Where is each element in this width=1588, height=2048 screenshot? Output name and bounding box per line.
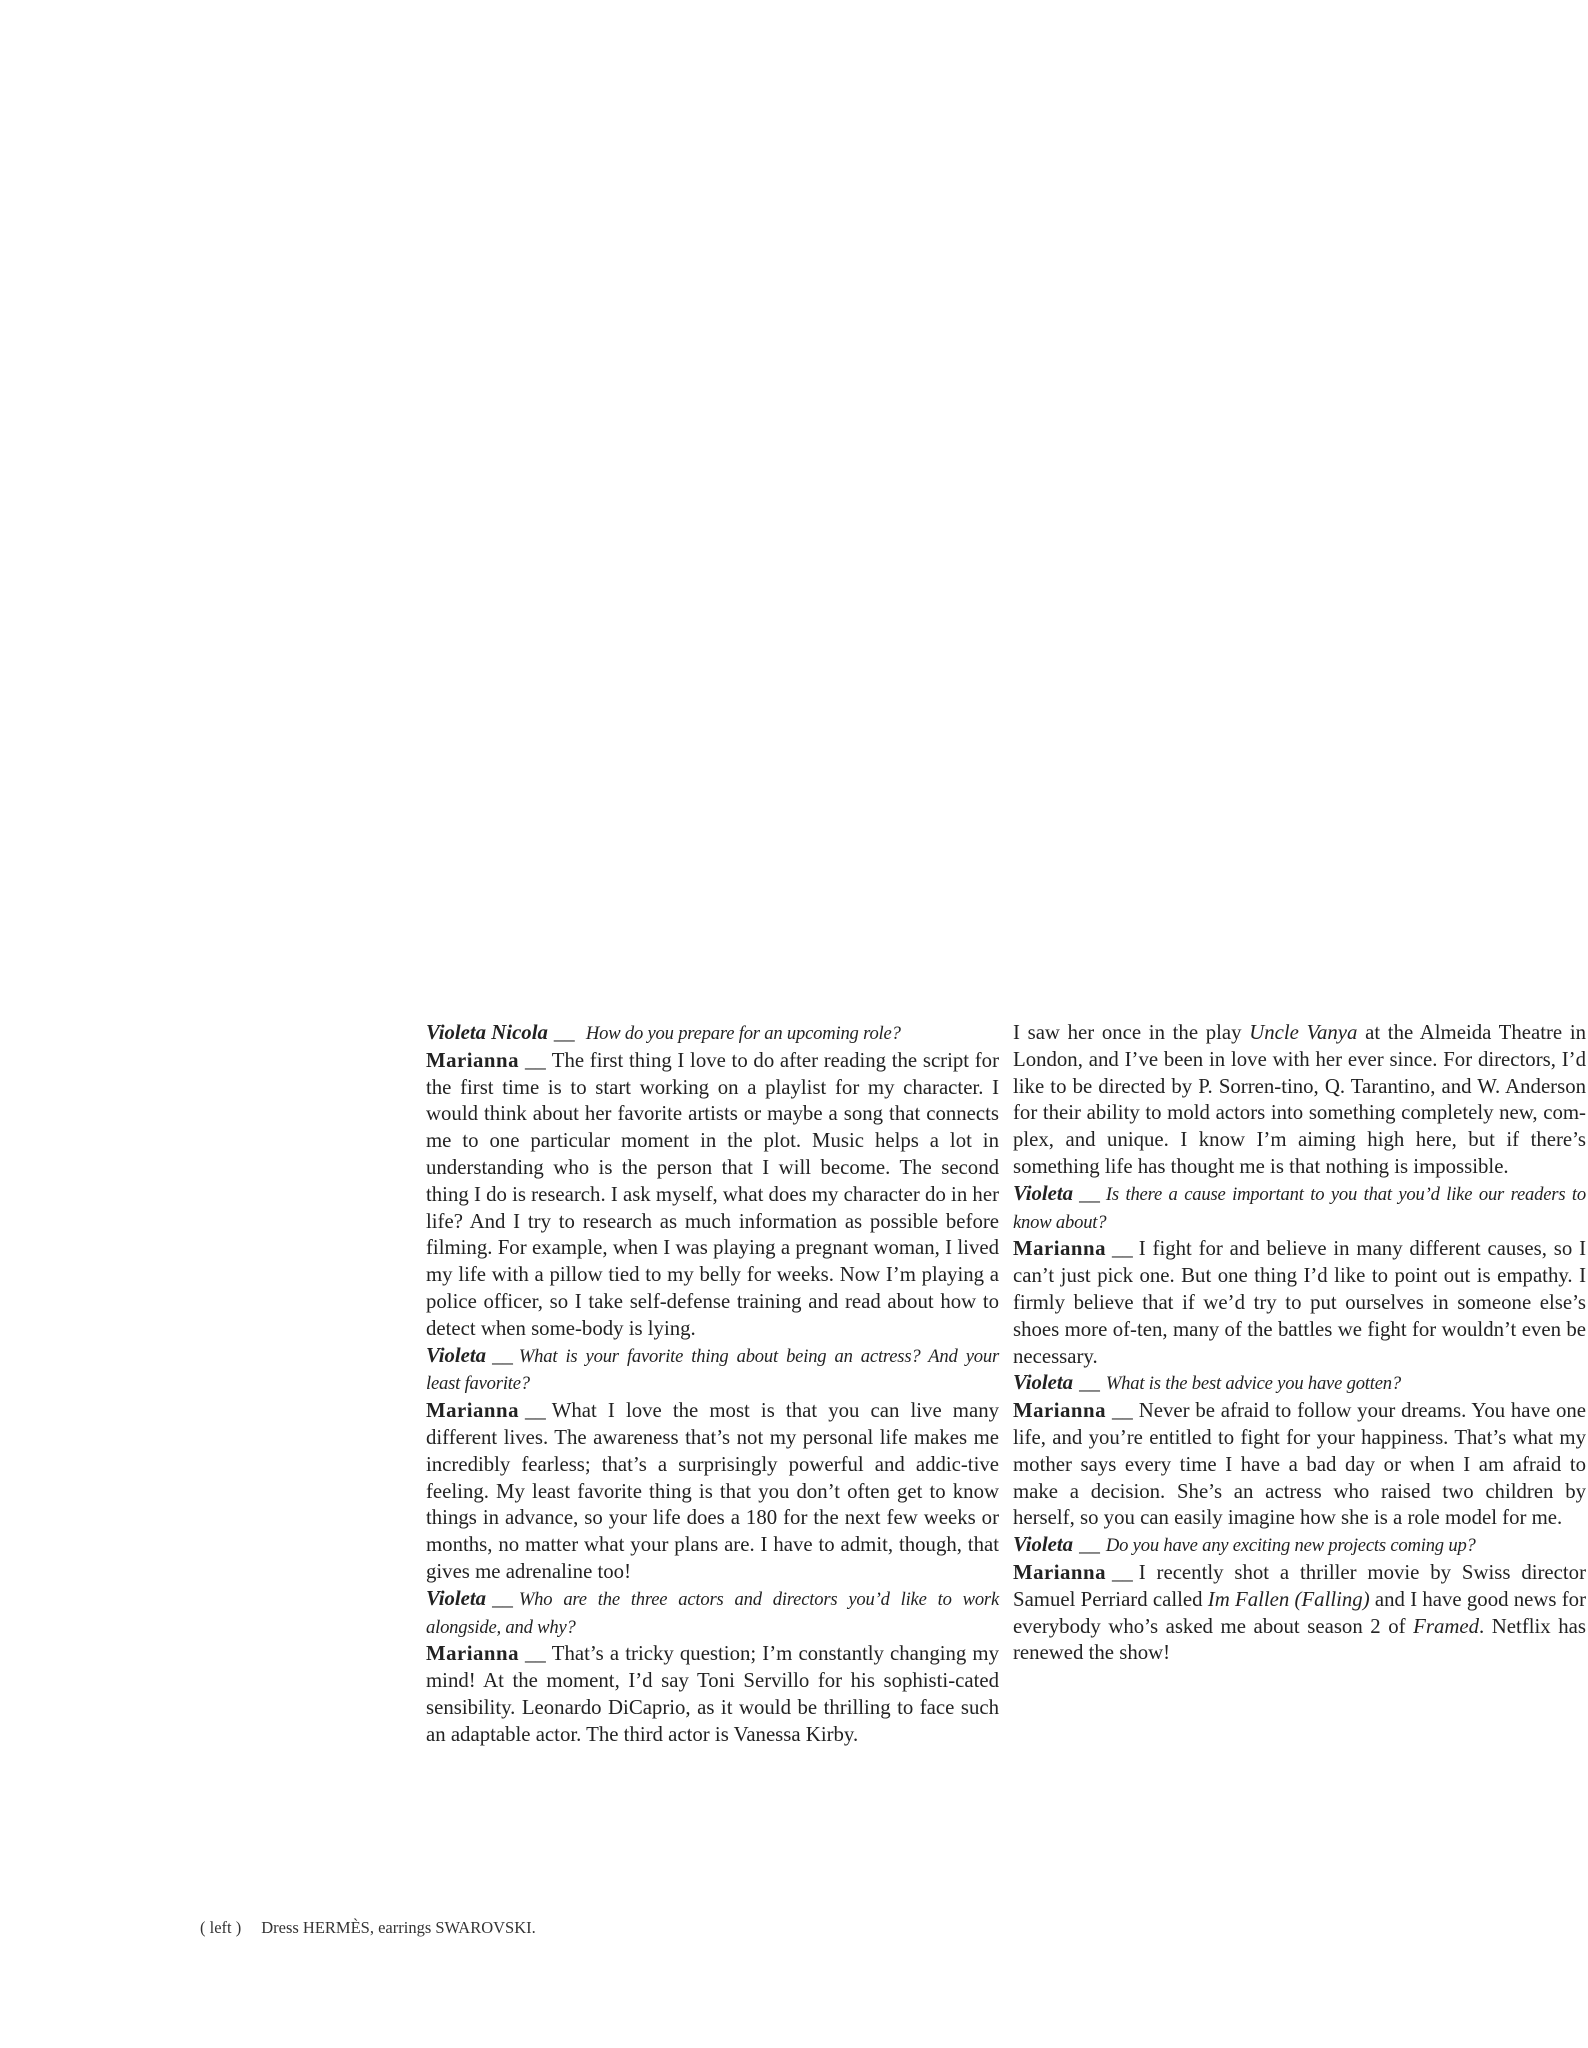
answer-text: at the Almeida Theatre in London, and I’ve been in love with her ever since. For directors, I’d like to be directed by P. Sorren-tino, Q. Tarantino, and W. Anderson for their ability to mold actors into something completely new, com-plex, and unique. I know I’m aiming high here, but if there’s something life has thought me is that nothing is impossible. xyxy=(1013,1021,1587,1178)
separator: __ xyxy=(1111,1237,1133,1261)
question-2 xyxy=(426,1343,999,1399)
interviewee-name: Marianna xyxy=(426,1399,519,1423)
question-5 xyxy=(1013,1370,1586,1398)
answer-4 xyxy=(1013,1236,1586,1370)
separator: __ xyxy=(524,1048,546,1072)
question-4 xyxy=(1013,1181,1586,1237)
question-6 xyxy=(1013,1532,1586,1560)
answer-text: What I love the most is that you can live many different lives. The awareness that’s not my personal life makes me incredibly fearless; that’s a surprisingly powerful and addic-tive feeling. My least favorite thing is that you don’t often get to know things in advance, so your life does a 180 for the next few weeks or months, no matter what your plans are. I have to admit, though, that gives me adrenaline too! xyxy=(426,1399,999,1583)
photo-caption xyxy=(200,1918,536,1938)
question-text: Do you have any exciting new projects coming up? xyxy=(1105,1535,1476,1557)
separator: __ xyxy=(1111,1560,1133,1584)
interviewer-name: Violeta Nicola xyxy=(426,1021,548,1044)
separator: __ xyxy=(553,1021,575,1044)
show-title: Framed xyxy=(1413,1614,1480,1638)
interviewer-name: Violeta xyxy=(426,1586,487,1610)
caption-text: Dress HERMÈS, earrings SWAROVSKI. xyxy=(261,1918,536,1937)
answer-2 xyxy=(426,1398,999,1586)
separator: __ xyxy=(1111,1399,1133,1423)
play-title: Uncle Vanya xyxy=(1249,1021,1358,1044)
separator: __ xyxy=(524,1642,546,1666)
separator: __ xyxy=(492,1343,513,1367)
separator: __ xyxy=(1079,1371,1100,1395)
answer-3 xyxy=(426,1641,999,1748)
answer-text: and I have good news for everybody who’s asked me about season 2 of xyxy=(1013,1587,1587,1638)
answer-text: . Netflix has renewed the show! xyxy=(1013,1614,1586,1665)
answer-text: That’s a tricky question; I’m constantly changing my mind! At the moment, I’d say Toni Servillo for his sophisti-cated sensibility. Leonardo DiCaprio, as it would be thrilling to face such an adaptable actor. The third actor is Vanessa Kirby. xyxy=(426,1642,999,1746)
interviewee-name: Marianna xyxy=(426,1048,519,1072)
answer-text: Never be afraid to follow your dreams. You have one life, and you’re entitled to fight for your happiness. That’s what my mother says every time I have a bad day or when I am afraid to make a decision. She’s an actress who raised two children by herself, so you can easily imagine how she is a role model for me. xyxy=(1013,1399,1586,1530)
interviewer-name: Violeta xyxy=(1013,1371,1074,1395)
caption-side-label: ( left ) xyxy=(200,1918,242,1937)
question-3 xyxy=(426,1586,999,1642)
answer-6 xyxy=(1013,1560,1586,1667)
interviewer-name: Violeta xyxy=(426,1343,487,1367)
question-1 xyxy=(426,1020,999,1048)
question-text: What is your favorite thing about being an actress? And your least favorite? xyxy=(426,1345,999,1395)
interviewee-name: Marianna xyxy=(1013,1237,1106,1261)
interview-column-left xyxy=(426,1020,999,1749)
answer-3-continued xyxy=(1013,1020,1586,1181)
interviewee-name: Marianna xyxy=(426,1642,519,1666)
interviewer-name: Violeta xyxy=(1013,1533,1074,1557)
question-text: Who are the three actors and directors you’d like to work alongside, and why? xyxy=(426,1588,999,1638)
interviewee-name: Marianna xyxy=(1013,1560,1106,1584)
separator: __ xyxy=(524,1399,546,1423)
answer-text: I saw her once in the play xyxy=(1013,1021,1242,1044)
interview-column-right xyxy=(1013,1020,1586,1667)
question-text: How do you prepare for an upcoming role? xyxy=(585,1023,901,1044)
movie-title: Im Fallen (Falling) xyxy=(1207,1587,1370,1611)
separator: __ xyxy=(492,1586,513,1610)
answer-text: I recently shot a thriller movie by Swiss director Samuel Perriard called xyxy=(1013,1560,1586,1611)
answer-text: The first thing I love to do after reading the script for the first time is to start working on a playlist for my character. I would think about her favorite artists or maybe a song that connects me to one particular moment in the plot. Music helps a lot in understanding who is the person that I will become. The second thing I do is research. I ask myself, what does my character do in her life? And I try to research as much information as possible before filming. For example, when I was playing a pregnant woman, I lived my life with a pillow tied to my belly for weeks. Now I’m playing a police officer, so I take self-defense training and read about how to detect when some-body is lying. xyxy=(426,1048,999,1340)
answer-1 xyxy=(426,1048,999,1343)
question-text: Is there a cause important to you that you’d like our readers to know about? xyxy=(1013,1183,1586,1233)
question-text: What is the best advice you have gotten? xyxy=(1105,1373,1401,1395)
answer-5 xyxy=(1013,1398,1586,1532)
interviewee-name: Marianna xyxy=(1013,1399,1106,1423)
interviewer-name: Violeta xyxy=(1013,1181,1074,1205)
separator: __ xyxy=(1079,1533,1100,1557)
answer-text: I fight for and believe in many different causes, so I can’t just pick one. But one thing I’d like to point out is empathy. I firmly believe that if we’d try to put ourselves in someone else’s shoes more of-ten, many of the battles we fight for wouldn’t even be necessary. xyxy=(1013,1237,1586,1368)
separator: __ xyxy=(1079,1181,1100,1205)
